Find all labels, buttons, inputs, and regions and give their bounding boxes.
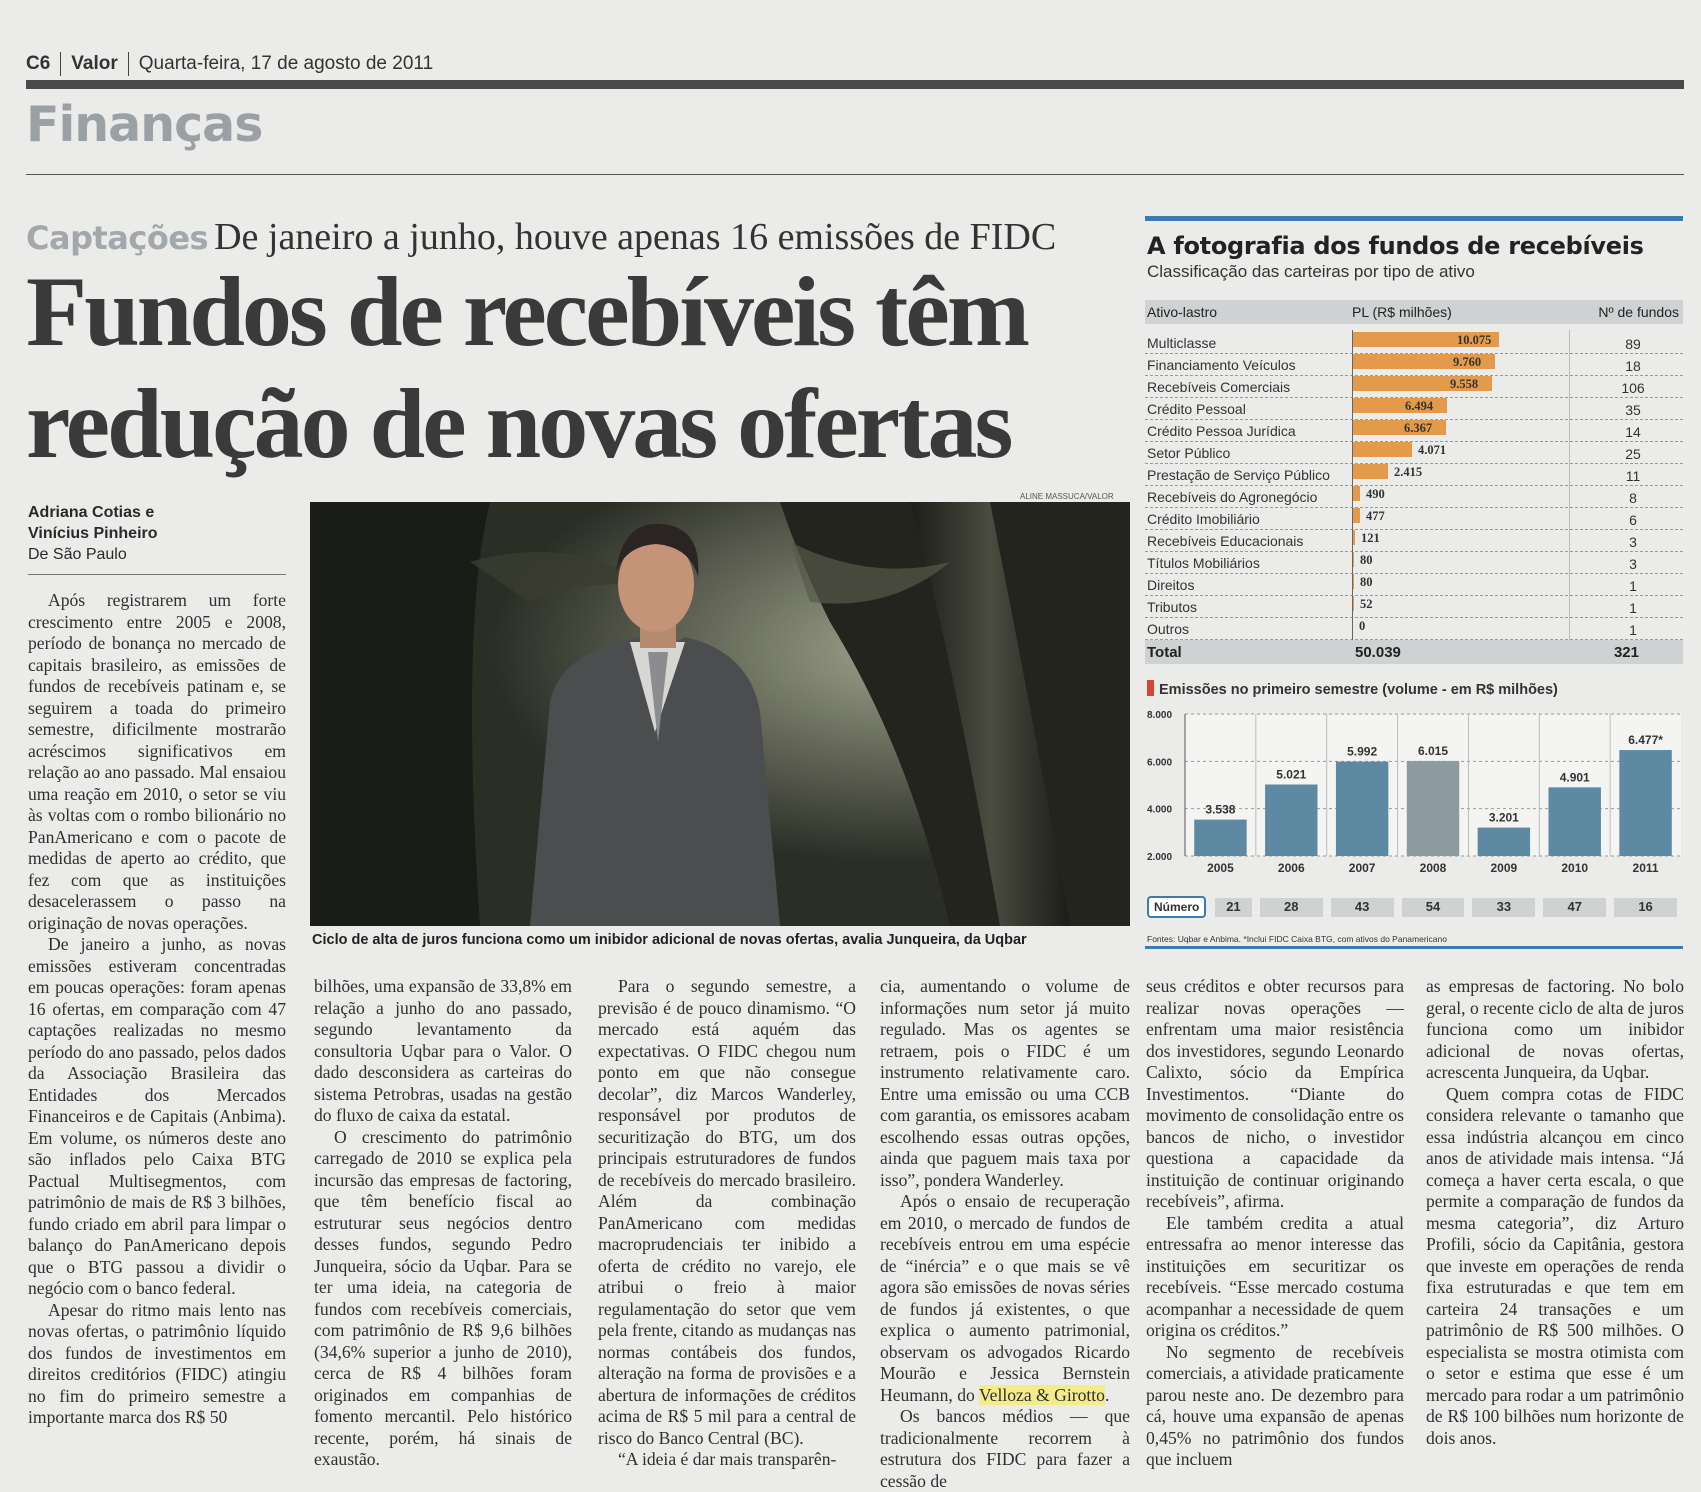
pl-value-label: 9.558 <box>1450 377 1479 391</box>
fund-count: 1 <box>1629 600 1637 616</box>
fund-count: 1 <box>1629 578 1637 594</box>
asset-type-label: Crédito Pessoal <box>1147 401 1246 417</box>
photo-caption: Ciclo de alta de juros funciona como um inibidor adicional de novas ofertas, avalia Junqueira, da Uqbar <box>312 932 1027 948</box>
pl-bar <box>1353 552 1354 567</box>
emission-bar <box>1619 750 1671 856</box>
emission-count: 21 <box>1215 898 1252 917</box>
byline <box>28 502 286 565</box>
photo-credit: ALINE MASSUCA/VALOR <box>1020 492 1114 501</box>
byline-author: Adriana Cotias e <box>28 504 155 521</box>
pl-bar <box>1353 486 1360 501</box>
masthead <box>26 48 433 80</box>
emission-count: 54 <box>1402 898 1465 917</box>
article-paragraph: No segmento de recebíveis comerciais, a atividade praticamente parou neste ano. De dezembro para cá, houve uma expansão de apenas 0,45% no patrimônio dos fundos que incluem <box>1146 1341 1404 1469</box>
article-column-2 <box>314 976 572 1470</box>
asset-type-label: Financiamento Veículos <box>1147 357 1296 373</box>
pl-bar <box>1353 508 1360 523</box>
fund-count: 11 <box>1625 468 1641 484</box>
article-paragraph: Após registrarem um forte crescimento entre 2005 e 2008, período de bonança no mercado de capitais brasileiro, as emissões de fundos de recebíveis patinam e, se seguirem a toada do primeiro semestre, dificilmente mostrarão acréscimos significativos em relação ao ano passado. Mal ensaiou uma reação em 2010, o setor se viu às voltas com o rombo bilionário no PanAmericano e com o pacote de medidas de aperto ao crédito, que fez com que as instituições desacelerassem o passo na originação de novas operações. <box>28 590 286 933</box>
emissions-title-text: Emissões no primeiro semestre (volume - em R$ milhões) <box>1159 682 1558 698</box>
column-header-count: Nº de fundos <box>1598 304 1679 320</box>
fund-count: 3 <box>1629 556 1637 572</box>
issue-date: Quarta-feira, 17 de agosto de 2011 <box>138 53 434 74</box>
article-paragraph: “A ideia é dar mais transparên- <box>618 1449 837 1469</box>
x-tick-label: 2006 <box>1277 861 1305 875</box>
fund-count: 106 <box>1621 380 1645 396</box>
emission-value-label: 4.901 <box>1559 770 1590 785</box>
article-paragraph: O crescimento do patrimônio carregado de 2010 se explica pela incursão das empresas de factoring, que têm benefício fiscal ao estruturar seus negócios dentro desses fundos, segundo Pedro Junqueira, sócio da Uqbar. Para se ter uma ideia, na categoria de fundos com recebíveis comerciais, com patrimônio de R$ 9,6 bilhões (34,6% superior a junho de 2010), cerca de R$ 4 bilhões foram originados em companhias de fomento mercantil. Pelo histórico recente, porém, há sinais de exaustão. <box>314 1126 572 1469</box>
pl-value-label: 121 <box>1361 531 1380 545</box>
pl-value-label: 6.494 <box>1405 399 1434 413</box>
article-column-5 <box>1146 976 1404 1470</box>
pl-bar <box>1353 596 1354 611</box>
emission-value-label: 5.992 <box>1347 744 1378 759</box>
emissions-chart-title <box>1147 680 1558 698</box>
asset-type-label: Recebíveis Comerciais <box>1147 379 1291 395</box>
pl-bar <box>1353 464 1388 479</box>
red-square-icon <box>1147 680 1154 696</box>
sidebar-top-rule <box>1145 216 1683 221</box>
column-header-asset: Ativo-lastro <box>1147 304 1218 320</box>
highlighted-law-firm: Velloza & Girotto <box>978 1384 1105 1405</box>
asset-type-label: Crédito Pessoa Jurídica <box>1147 423 1296 439</box>
emissions-count-row <box>1145 896 1683 918</box>
fund-count: 35 <box>1625 402 1641 418</box>
pl-value-label: 4.071 <box>1418 443 1447 457</box>
kicker-tag: Captações <box>26 219 209 257</box>
emission-count: 47 <box>1543 898 1606 917</box>
emission-count: 33 <box>1472 898 1535 917</box>
asset-type-label: Títulos Mobiliários <box>1147 555 1260 571</box>
table-total-row <box>1145 640 1683 664</box>
emission-value-label: 6.477* <box>1628 733 1663 748</box>
total-pl: 50.039 <box>1355 644 1401 661</box>
article-column-3 <box>598 976 856 1470</box>
pl-value-label: 490 <box>1366 487 1385 501</box>
emission-value-label: 6.015 <box>1417 743 1449 758</box>
pl-value-label: 6.367 <box>1404 421 1433 435</box>
fund-count: 6 <box>1629 512 1637 528</box>
sources-note: Fontes: Uqbar e Anbima. *Inclui FIDC Caixa BTG, com ativos do Panamericano <box>1147 934 1447 944</box>
article-text: Após o ensaio de recuperação em 2010, o mercado de fundos de recebíveis entrou em uma espécie de “inércia” e o que mais se vê agora são emissões de novas séries de fundos já existentes, o que explica o aumento patrimonial, observam os advogados Ricardo Mourão e Jessica Bernstein Heumann, do <box>880 1191 1130 1405</box>
asset-type-label: Prestação de Serviço Público <box>1147 467 1330 483</box>
emission-value-label: 3.201 <box>1488 810 1519 825</box>
asset-type-label: Recebíveis Educacionais <box>1147 533 1304 549</box>
table-header <box>1145 300 1683 324</box>
kicker-text: De janeiro a junho, houve apenas 16 emissões de FIDC <box>214 216 1057 258</box>
masthead-divider <box>60 52 61 76</box>
byline-rule <box>28 574 286 575</box>
article-paragraph: Para o segundo semestre, a previsão é de pouco dinamismo. “O mercado está aquém das expectativas. O FIDC chegou num ponto em que não consegue decolar”, diz Marcos Wanderley, responsável por produtos de securitização do BTG, um dos principais estruturadores de fundos de recebíveis do mercado brasileiro. Além da combinação PanAmericano com medidas macroprudenciais ter inibido a oferta de crédito no varejo, ele atribui o freio à maior regulamentação do setor que vem pela frente, citando as mudanças nas normas contábeis dos fundos, alteração na forma de provisões e a abertura de informações de créditos acima de R$ 5 mil para a central de risco do Banco Central (BC). <box>598 976 856 1448</box>
article-column-6 <box>1426 976 1684 1470</box>
pl-bar <box>1353 442 1412 457</box>
portrait-photo <box>310 502 1130 926</box>
emissions-bar-chart <box>1145 706 1683 876</box>
sidebar-bottom-rule <box>1145 946 1683 949</box>
article-paragraph: bilhões, uma expansão de 33,8% em relação a junho do ano passado, segundo levantamento da consultoria Uqbar para o Valor. O dado desconsidera as carteiras do sistema Petrobras, usadas na gestão do fluxo de caixa da estatal. <box>314 976 572 1125</box>
headline: Fundos de recebíveis têm redução de novas ofertas <box>26 256 1028 479</box>
top-rule <box>26 80 1684 89</box>
pl-value-label: 80 <box>1360 553 1373 567</box>
article-photo <box>310 502 1130 926</box>
asset-type-label: Recebíveis do Agronegócio <box>1147 489 1318 505</box>
emission-count: 16 <box>1614 898 1677 917</box>
pl-value-label: 477 <box>1366 509 1385 523</box>
article-paragraph: Apesar do ritmo mais lento nas novas ofertas, o patrimônio líquido dos fundos de investimentos em direitos creditórios (FIDC) atingiu no fim do primeiro semestre a importante marca dos R$ 50 <box>28 1299 286 1427</box>
article-paragraph: De janeiro a junho, as novas emissões estiveram concentradas em poucas operações: foram apenas 16 ofertas, em comparação com 47 captações realizadas no mesmo período do ano passado, pelos dados da Associação Brasileira das Entidades dos Mercados Financeiros e de Capitais (Anbima). Em volume, os números deste ano são inflados pelo Caixa BTG Pactual Multisegmentos, com patrimônio de mais de R$ 3 bilhões, fundo criado em abril para limpar o balanço do PanAmericano depois que o BTG passou a dividir o negócio com o banco federal. <box>28 934 286 1298</box>
asset-type-label: Direitos <box>1147 577 1195 593</box>
fund-count: 18 <box>1625 358 1641 374</box>
fund-count: 3 <box>1629 534 1637 550</box>
article-column-4 <box>880 976 1130 1491</box>
fund-count: 25 <box>1625 446 1641 462</box>
x-tick-label: 2005 <box>1207 861 1234 875</box>
article-paragraph: Os bancos médios — que tradicionalmente recorrem à estrutura dos FIDC para fazer a cessão de <box>880 1406 1130 1491</box>
x-tick-label: 2009 <box>1490 861 1518 875</box>
x-tick-label: 2007 <box>1348 861 1376 875</box>
section-title: Finanças <box>26 96 263 153</box>
byline-author: Vinícius Pinheiro <box>28 525 158 542</box>
fund-count: 89 <box>1625 336 1641 352</box>
emission-bar <box>1336 762 1388 856</box>
pl-value-label: 52 <box>1360 597 1373 611</box>
page-number: C6 <box>26 53 51 74</box>
emission-value-label: 3.538 <box>1205 802 1236 817</box>
total-count: 321 <box>1613 644 1639 661</box>
x-tick-label: 2010 <box>1561 861 1589 875</box>
kicker <box>26 215 1056 259</box>
sidebar-subtitle: Classificação das carteiras por tipo de ativo <box>1147 262 1475 281</box>
fund-count: 14 <box>1625 424 1641 440</box>
emission-bar <box>1265 785 1317 856</box>
asset-type-label: Outros <box>1147 621 1190 637</box>
asset-type-label: Multiclasse <box>1147 335 1217 351</box>
column-header-pl: PL (R$ milhões) <box>1352 304 1452 320</box>
article-paragraph: cia, aumentando o volume de informações num setor já muito regulado. Mas os agentes se retraem, pois o FIDC é um instrumento relativamente caro. Entre uma emissão ou uma CCB com garantia, os emissores acabam escolhendo essas outras opções, ainda que paguem mais taxa por isso”, pondera Wanderley. <box>880 976 1130 1190</box>
pl-value-label: 9.760 <box>1453 355 1482 369</box>
y-tick-label: 6.000 <box>1147 757 1173 769</box>
pl-value-label: 2.415 <box>1394 465 1423 479</box>
article-paragraph: Quem compra cotas de FIDC considera relevante o tamanho que essa indústria alcançou em cinco anos de atividade mais intensa. “Já começa a haver certa escala, o que permite a comparação de fundos da mesma categoria”, diz Arturo Profili, sócio da Capitânia, gestora que investe em operações de renda fixa estruturadas e que tem em carteira 24 transações e um patrimônio de R$ 500 milhões. O especialista se mostra otimista com o setor e estima que esse é um mercado para rodar a um patrimônio de R$ 100 bilhões num horizonte de dois anos. <box>1426 1083 1684 1448</box>
y-tick-label: 8.000 <box>1147 710 1173 721</box>
sidebar-title: A fotografia dos fundos de recebíveis <box>1147 232 1644 260</box>
emission-bar <box>1478 828 1530 856</box>
emission-bar <box>1548 787 1600 856</box>
y-tick-label: 4.000 <box>1147 804 1173 816</box>
newspaper-name: Valor <box>71 53 118 74</box>
asset-type-label: Setor Público <box>1147 445 1231 461</box>
article-paragraph: as empresas de factoring. No bolo geral, o recente ciclo de alta de juros funciona como um inibidor adicional de novas ofertas, acrescenta Junqueira, da Uqbar. <box>1426 976 1684 1082</box>
pl-bar-chart <box>1352 330 1570 642</box>
article-column-1 <box>28 590 286 1470</box>
fund-count: 8 <box>1629 490 1637 506</box>
asset-type-label: Crédito Imobiliário <box>1147 511 1260 527</box>
pl-bar <box>1353 574 1354 589</box>
pl-value-label: 10.075 <box>1457 333 1492 347</box>
emission-bar <box>1407 761 1459 856</box>
x-tick-label: 2011 <box>1632 861 1659 875</box>
article-paragraph: Ele também credita a atual entressafra ao menor interesse das instituições em securitizar os recebíveis. “Esse mercado costuma acompanhar a necessidade de quem origina os créditos.” <box>1146 1212 1404 1340</box>
asset-type-label: Tributos <box>1147 599 1198 615</box>
emission-value-label: 5.021 <box>1276 767 1307 782</box>
article-paragraph: seus créditos e obter recursos para realizar novas operações — enfrentam uma maior resistência dos investidores, segundo Leonardo Calixto, sócio da Empírica Investimentos. “Diante do movimento de consolidação entre os bancos de nicho, o investidor questiona a capacidade da instituição de continuar originando recebíveis”, afirma. <box>1146 976 1404 1211</box>
x-tick-label: 2008 <box>1419 861 1447 875</box>
pl-value-label: 80 <box>1360 575 1373 589</box>
emission-bar <box>1194 820 1246 856</box>
number-label: Número <box>1147 896 1206 918</box>
fund-count: 1 <box>1629 622 1637 638</box>
article-paragraph: Após o ensaio de recuperação em 2010, o mercado de fundos de recebíveis entrou em uma espécie de “inércia” e o que mais se vê agora são emissões de novas séries de fundos já existentes, o que explica o aumento patrimonial, observam os advogados Ricardo Mourão e Jessica Bernstein Heumann, do Velloza & Girotto. <box>880 1191 1130 1405</box>
emission-count: 43 <box>1331 898 1394 917</box>
pl-value-label: 0 <box>1359 619 1366 633</box>
y-tick-label: 2.000 <box>1147 852 1173 863</box>
total-label: Total <box>1147 644 1182 661</box>
emission-count: 28 <box>1260 898 1323 917</box>
masthead-divider <box>128 52 129 76</box>
pl-bar <box>1353 530 1355 545</box>
section-rule <box>26 174 1684 175</box>
byline-location: De São Paulo <box>28 546 127 563</box>
